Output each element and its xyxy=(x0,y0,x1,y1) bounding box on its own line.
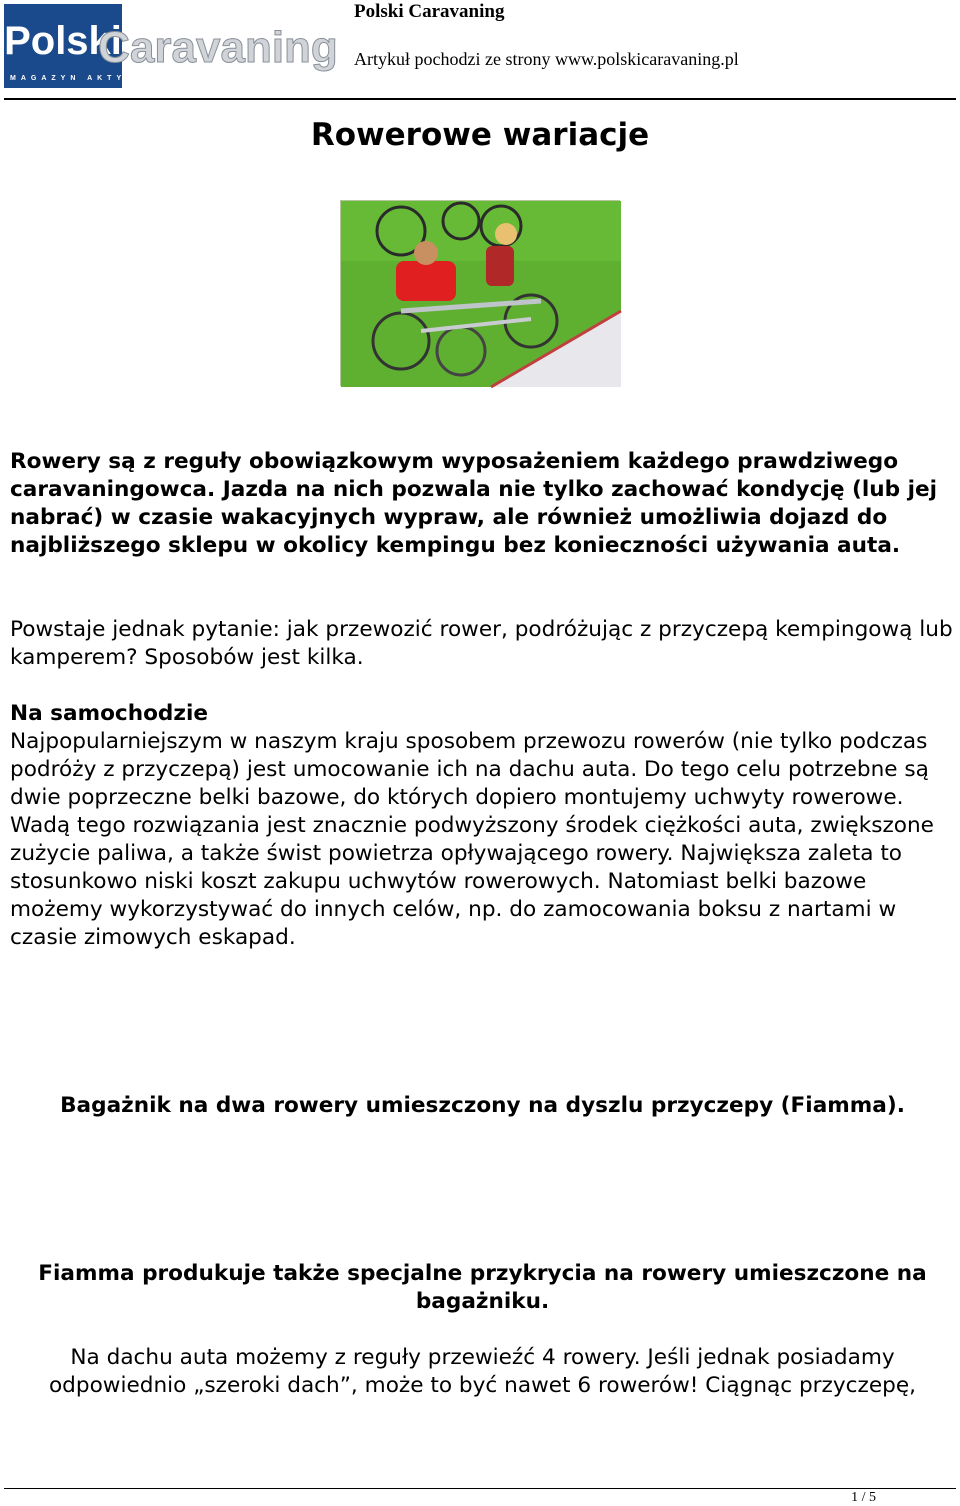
image-caption-1: Bagażnik na dwa rowery umieszczony na dyszlu przyczepy (Fiamma). xyxy=(60,1093,905,1118)
article-paragraph-3: Na dachu auta możemy z reguły przewieźć 4 rowery. Jeśli jednak posiadamy odpowiednio „szeroki dach”, może to być nawet 6 rowerów! Ciągnąc przyczepę, xyxy=(48,1345,917,1398)
source-note: Artykuł pochodzi ze strony www.polskicaravaning.pl xyxy=(354,49,739,69)
footer-divider xyxy=(4,1488,956,1489)
article-paragraph-2: Najpopularniejszym w naszym kraju sposobem przewozu rowerów (nie tylko podczas podróży z przyczepą) jest umocowanie ich na dachu auta. Do tego celu potrzebne są dwie poprzeczne belki bazowe, do których dopiero montujemy uchwyty rowerowe. Wadą tego rozwiązania jest znacznie podwyższony środek ciężkości auta, zwiększone zużycie paliwa, a także świst powietrza opływającego rowery. Największa zaleta to stosunkowo niski koszt zakupu uchwytów rowerowych. Natomiast belki bazowe możemy wykorzystywać do innych celów, np. do zamocowania boksu z nartami w czasie zimowych eskapad. xyxy=(10,729,934,950)
article-paragraph-1: Powstaje jednak pytanie: jak przewozić rower, podróżując z przyczepą kempingową lub kamperem? Sposobów jest kilka. xyxy=(10,617,953,670)
logo-text-caravaning: Caravaning xyxy=(98,23,338,72)
logo-text-polski: Polski xyxy=(4,19,122,63)
article-lead: Rowery są z reguły obowiązkowym wyposażeniem każdego prawdziwego caravaningowca. Jazda na nich pozwala nie tylko zachować kondycję (lub jej nabrać) w czasie wakacyjnych wypraw, ale również umożliwia dojazd do najbliższego sklepu w okolicy kempingu bez konieczności używania auta. xyxy=(10,449,938,558)
section-heading: Na samochodzie xyxy=(10,701,209,726)
header-divider xyxy=(4,98,956,100)
logo-subtitle: MAGAZYN AKTYWNEGO WYPOCZYNKU xyxy=(10,75,286,82)
page-number: 1 / 5 xyxy=(851,1490,876,1505)
polski-caravaning-logo xyxy=(4,4,338,88)
image-caption-2: Fiamma produkuje także specjalne przykrycia na rowery umieszczone na bagażniku. xyxy=(38,1261,927,1314)
site-title: Polski Caravaning xyxy=(354,1,505,22)
bikes-photo xyxy=(340,200,620,386)
article-title: Rowerowe wariacje xyxy=(310,117,650,153)
